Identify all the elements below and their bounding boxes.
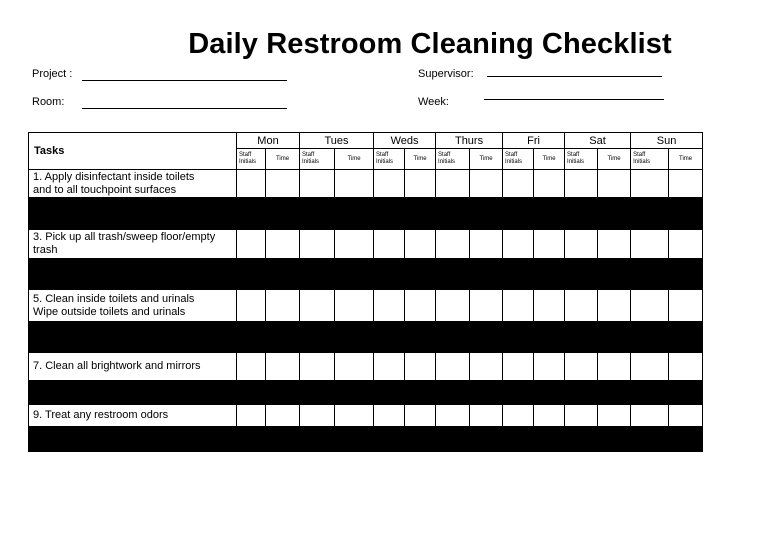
time-cell[interactable]: [470, 353, 503, 381]
tasks-header: Tasks: [29, 133, 237, 170]
shaded-cell: [565, 381, 598, 405]
shaded-cell: [598, 322, 631, 353]
time-header: Time: [598, 149, 631, 170]
shaded-cell: [266, 198, 300, 230]
time-header: Time: [266, 149, 300, 170]
initials-cell[interactable]: [631, 353, 669, 381]
shaded-cell: [470, 427, 503, 452]
project-label: Project :: [32, 68, 73, 80]
shaded-cell: [405, 427, 436, 452]
initials-cell[interactable]: [436, 405, 470, 427]
day-header: Mon: [237, 133, 300, 149]
task-label: 1. Apply disinfectant inside toilets and to all touchpoint surfaces: [29, 170, 237, 198]
shaded-cell: [237, 381, 266, 405]
shaded-cell: [534, 322, 565, 353]
shaded-cell: [300, 198, 335, 230]
time-cell[interactable]: [335, 290, 374, 322]
initials-cell[interactable]: [237, 170, 266, 198]
shaded-cell: [565, 198, 598, 230]
staff-initials-header: Staff Initials: [436, 149, 470, 170]
time-cell[interactable]: [598, 170, 631, 198]
initials-cell[interactable]: [565, 353, 598, 381]
time-cell[interactable]: [470, 170, 503, 198]
time-header: Time: [669, 149, 703, 170]
initials-cell[interactable]: [503, 290, 534, 322]
shaded-cell: [300, 427, 335, 452]
shaded-cell: [565, 259, 598, 290]
task-row: [29, 405, 703, 427]
shaded-cell: [300, 322, 335, 353]
shaded-cell: [598, 427, 631, 452]
day-header: Sat: [565, 133, 631, 149]
shaded-cell: [237, 259, 266, 290]
shaded-cell: [436, 427, 470, 452]
shaded-cell: [29, 427, 237, 452]
room-field[interactable]: [82, 108, 287, 109]
initials-cell[interactable]: [237, 405, 266, 427]
shaded-row: [29, 322, 703, 353]
shaded-cell: [335, 427, 374, 452]
page-title: Daily Restroom Cleaning Checklist: [188, 28, 672, 60]
task-label: 3. Pick up all trash/sweep floor/empty trash: [29, 230, 237, 259]
task-row: [29, 353, 703, 381]
initials-cell[interactable]: [300, 353, 335, 381]
shaded-cell: [29, 259, 237, 290]
initials-cell[interactable]: [631, 170, 669, 198]
shaded-cell: [598, 198, 631, 230]
task-label: 9. Treat any restroom odors: [29, 405, 237, 427]
supervisor-label: Supervisor:: [418, 68, 474, 80]
shaded-cell: [405, 198, 436, 230]
initials-cell[interactable]: [503, 170, 534, 198]
initials-cell[interactable]: [374, 353, 405, 381]
shaded-cell: [470, 322, 503, 353]
shaded-cell: [470, 198, 503, 230]
shaded-cell: [405, 259, 436, 290]
initials-cell[interactable]: [237, 353, 266, 381]
shaded-cell: [29, 381, 237, 405]
time-header: Time: [470, 149, 503, 170]
time-cell[interactable]: [266, 405, 300, 427]
shaded-cell: [237, 427, 266, 452]
shaded-cell: [374, 381, 405, 405]
supervisor-field[interactable]: [487, 76, 662, 77]
time-cell[interactable]: [598, 230, 631, 259]
time-cell[interactable]: [335, 230, 374, 259]
shaded-cell: [503, 427, 534, 452]
shaded-cell: [534, 381, 565, 405]
time-cell[interactable]: [470, 405, 503, 427]
shaded-cell: [631, 198, 669, 230]
time-cell[interactable]: [405, 230, 436, 259]
shaded-cell: [405, 381, 436, 405]
initials-cell[interactable]: [436, 230, 470, 259]
shaded-cell: [266, 259, 300, 290]
time-cell[interactable]: [405, 353, 436, 381]
project-field[interactable]: [82, 80, 287, 81]
initials-cell[interactable]: [374, 290, 405, 322]
initials-cell[interactable]: [374, 230, 405, 259]
shaded-cell: [631, 259, 669, 290]
staff-initials-header: Staff Initials: [237, 149, 266, 170]
initials-cell[interactable]: [565, 170, 598, 198]
shaded-cell: [374, 427, 405, 452]
time-cell[interactable]: [669, 405, 703, 427]
shaded-cell: [436, 381, 470, 405]
week-label: Week:: [418, 96, 449, 108]
shaded-cell: [335, 381, 374, 405]
task-label: 7. Clean all brightwork and mirrors: [29, 353, 237, 381]
initials-cell[interactable]: [631, 230, 669, 259]
shaded-cell: [565, 322, 598, 353]
staff-initials-header: Staff Initials: [300, 149, 335, 170]
shaded-cell: [374, 322, 405, 353]
shaded-cell: [631, 427, 669, 452]
initials-cell[interactable]: [300, 405, 335, 427]
shaded-cell: [565, 427, 598, 452]
shaded-cell: [436, 259, 470, 290]
time-cell[interactable]: [335, 405, 374, 427]
shaded-cell: [374, 198, 405, 230]
initials-cell[interactable]: [436, 170, 470, 198]
initials-cell[interactable]: [300, 230, 335, 259]
time-cell[interactable]: [534, 405, 565, 427]
time-cell[interactable]: [470, 290, 503, 322]
shaded-cell: [503, 381, 534, 405]
task-label: 5. Clean inside toilets and urinals Wipe outside toilets and urinals: [29, 290, 237, 322]
time-cell[interactable]: [266, 353, 300, 381]
shaded-cell: [266, 381, 300, 405]
time-cell[interactable]: [534, 353, 565, 381]
shaded-cell: [266, 427, 300, 452]
time-cell[interactable]: [266, 230, 300, 259]
initials-cell[interactable]: [300, 290, 335, 322]
time-cell[interactable]: [266, 290, 300, 322]
initials-cell[interactable]: [374, 170, 405, 198]
initials-cell[interactable]: [631, 290, 669, 322]
shaded-cell: [335, 322, 374, 353]
task-row: [29, 290, 703, 322]
task-row: [29, 170, 703, 198]
shaded-row: [29, 259, 703, 290]
shaded-cell: [237, 322, 266, 353]
shaded-cell: [631, 381, 669, 405]
staff-initials-header: Staff Initials: [503, 149, 534, 170]
shaded-cell: [503, 259, 534, 290]
staff-initials-header: Staff Initials: [631, 149, 669, 170]
shaded-cell: [503, 198, 534, 230]
time-header: Time: [405, 149, 436, 170]
shaded-cell: [669, 427, 703, 452]
shaded-cell: [631, 322, 669, 353]
shaded-cell: [29, 322, 237, 353]
time-cell[interactable]: [669, 230, 703, 259]
shaded-cell: [669, 381, 703, 405]
time-cell[interactable]: [405, 405, 436, 427]
initials-cell[interactable]: [503, 230, 534, 259]
shaded-cell: [534, 198, 565, 230]
shaded-cell: [669, 198, 703, 230]
time-cell[interactable]: [669, 290, 703, 322]
time-cell[interactable]: [335, 353, 374, 381]
time-header: Time: [534, 149, 565, 170]
shaded-cell: [503, 322, 534, 353]
shaded-cell: [300, 381, 335, 405]
initials-cell[interactable]: [565, 405, 598, 427]
shaded-cell: [598, 381, 631, 405]
time-cell[interactable]: [405, 290, 436, 322]
task-row: [29, 230, 703, 259]
initials-cell[interactable]: [503, 353, 534, 381]
shaded-row: [29, 427, 703, 452]
time-cell[interactable]: [598, 353, 631, 381]
shaded-cell: [405, 322, 436, 353]
shaded-cell: [669, 322, 703, 353]
initials-cell[interactable]: [237, 230, 266, 259]
shaded-row: [29, 381, 703, 405]
initials-cell[interactable]: [503, 405, 534, 427]
shaded-cell: [335, 259, 374, 290]
staff-initials-header: Staff Initials: [565, 149, 598, 170]
initials-cell[interactable]: [237, 290, 266, 322]
shaded-cell: [598, 259, 631, 290]
initials-cell[interactable]: [374, 405, 405, 427]
staff-initials-header: Staff Initials: [374, 149, 405, 170]
shaded-cell: [470, 381, 503, 405]
initials-cell[interactable]: [565, 290, 598, 322]
shaded-cell: [266, 322, 300, 353]
time-cell[interactable]: [598, 290, 631, 322]
shaded-cell: [534, 259, 565, 290]
day-header: Weds: [374, 133, 436, 149]
week-field[interactable]: [484, 99, 664, 100]
shaded-cell: [335, 198, 374, 230]
shaded-cell: [534, 427, 565, 452]
time-cell[interactable]: [534, 170, 565, 198]
checklist-table: [28, 132, 703, 452]
shaded-cell: [470, 259, 503, 290]
shaded-cell: [436, 198, 470, 230]
shaded-cell: [237, 198, 266, 230]
initials-cell[interactable]: [300, 170, 335, 198]
time-cell[interactable]: [669, 170, 703, 198]
time-cell[interactable]: [534, 290, 565, 322]
initials-cell[interactable]: [631, 405, 669, 427]
initials-cell[interactable]: [436, 353, 470, 381]
shaded-cell: [669, 259, 703, 290]
shaded-cell: [436, 322, 470, 353]
time-cell[interactable]: [405, 170, 436, 198]
time-cell[interactable]: [669, 353, 703, 381]
time-cell[interactable]: [534, 230, 565, 259]
time-cell[interactable]: [335, 170, 374, 198]
room-label: Room:: [32, 96, 65, 108]
initials-cell[interactable]: [565, 230, 598, 259]
shaded-cell: [374, 259, 405, 290]
time-cell[interactable]: [470, 230, 503, 259]
shaded-cell: [29, 198, 237, 230]
time-cell[interactable]: [266, 170, 300, 198]
shaded-row: [29, 198, 703, 230]
shaded-cell: [300, 259, 335, 290]
initials-cell[interactable]: [436, 290, 470, 322]
time-cell[interactable]: [598, 405, 631, 427]
day-header: Thurs: [436, 133, 503, 149]
day-header: Tues: [300, 133, 374, 149]
time-header: Time: [335, 149, 374, 170]
day-header: Sun: [631, 133, 703, 149]
day-header: Fri: [503, 133, 565, 149]
